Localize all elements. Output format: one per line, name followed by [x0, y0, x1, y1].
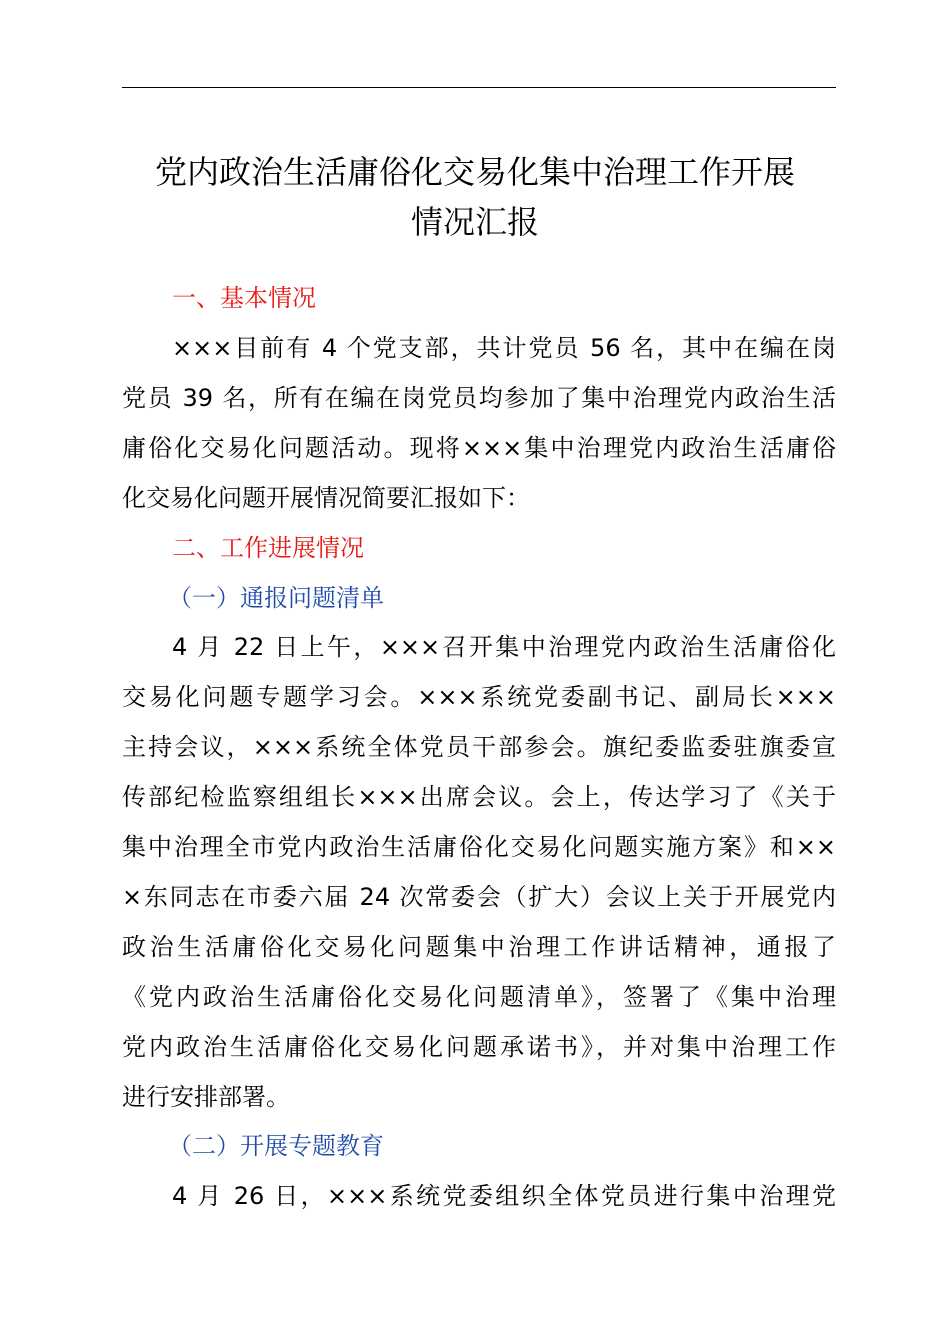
- paragraph-line: 党内政治生活庸俗化交易化问题承诺书》，并对集中治理工作: [122, 1033, 836, 1061]
- paragraph-line: 进行安排部署。: [122, 1083, 290, 1111]
- section-heading-basic-situation: 一、基本情况: [172, 284, 316, 312]
- paragraph-line: 政治生活庸俗化交易化问题集中治理工作讲话精神，通报了: [122, 933, 836, 961]
- subsection-heading-problem-list: （一）通报问题清单: [168, 584, 384, 612]
- section-heading-work-progress: 二、工作进展情况: [172, 534, 364, 562]
- paragraph-line: 交易化问题专题学习会。×××系统党委副书记、副局长×××: [122, 683, 836, 711]
- paragraph-line: 传部纪检监察组组长×××出席会议。会上，传达学习了《关于: [122, 783, 836, 811]
- document-title-line-1: 党内政治生活庸俗化交易化集中治理工作开展: [154, 153, 795, 191]
- paragraph-line: 4 月 26 日，×××系统党委组织全体党员进行集中治理党: [172, 1182, 836, 1210]
- paragraph-line: 化交易化问题开展情况简要汇报如下：: [122, 484, 530, 512]
- paragraph-line: 4 月 22 日上午，×××召开集中治理党内政治生活庸俗化: [172, 633, 836, 661]
- paragraph-line: 党员 39 名，所有在编在岗党员均参加了集中治理党内政治生活: [122, 384, 836, 412]
- paragraph-line: 庸俗化交易化问题活动。现将×××集中治理党内政治生活庸俗: [122, 434, 836, 462]
- header-rule: [122, 87, 836, 88]
- paragraph-line: ×东同志在市委六届 24 次常委会（扩大）会议上关于开展党内: [122, 883, 836, 911]
- document-title-line-2: 情况汇报: [410, 203, 539, 241]
- paragraph-line: ×××目前有 4 个党支部，共计党员 56 名，其中在编在岗: [172, 334, 836, 362]
- paragraph-line: 主持会议，×××系统全体党员干部参会。旗纪委监委驻旗委宣: [122, 733, 836, 761]
- subsection-heading-special-education: （二）开展专题教育: [168, 1132, 384, 1160]
- paragraph-line: 集中治理全市党内政治生活庸俗化交易化问题实施方案》和××: [122, 833, 836, 861]
- paragraph-line: 《党内政治生活庸俗化交易化问题清单》，签署了《集中治理: [122, 983, 836, 1011]
